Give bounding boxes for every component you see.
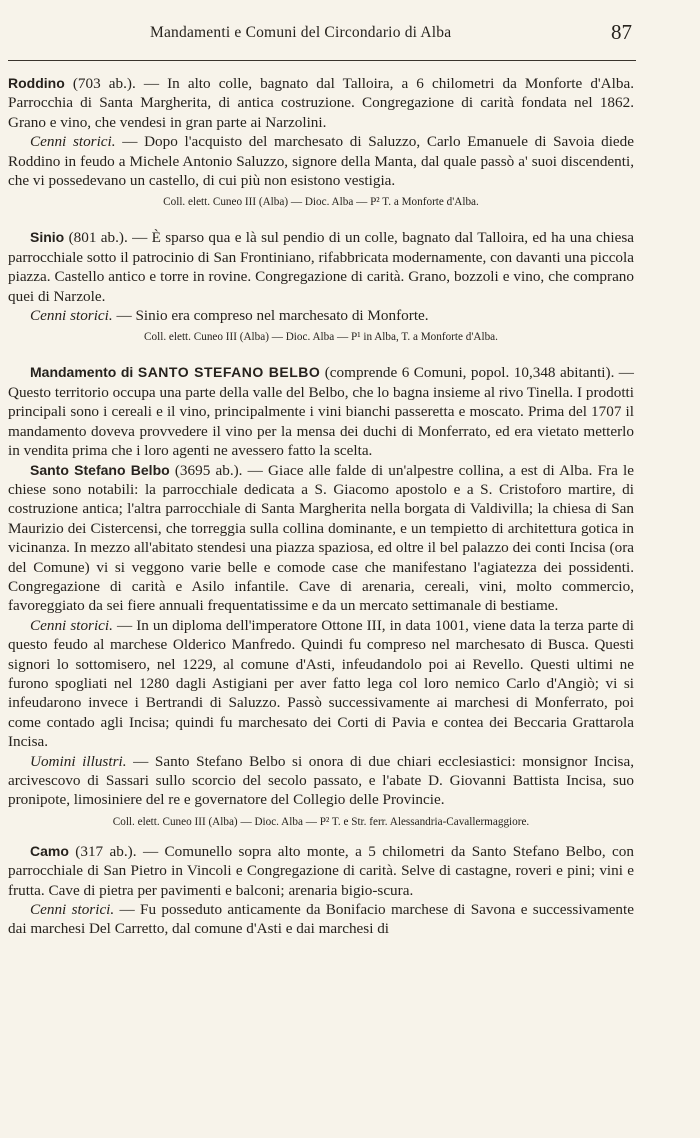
santo-stefano-history-label: Cenni storici.: [30, 616, 113, 634]
santo-stefano-illustri: [8, 752, 634, 810]
santo-stefano-description: [8, 461, 634, 616]
header-title: Mandamenti e Comuni del Circondario di Alba: [150, 24, 452, 41]
sinio-history-text: — Sinio era compreso nel marchesato di Monforte.: [112, 307, 429, 325]
santo-stefano-history: [8, 616, 634, 752]
santo-stefano-history-text: — In un diploma dell'imperatore Ottone III, in data 1001, viene data la terza parte di questo feudo al marchese Olderico Manfredo. Quindi fu compreso nel marchesato di Busca. Questi signori lo sottomisero, nel 1229, al comune d'Asti, infeudandolo poi ai Revello. Questi ultimi ne furono spogliati nel 1280 dagli Astigiani per aver fatto lega col loro nemico Carlo d'Angiò; vi si infeudarono invece i Bertrandi di Saluzzo. Passò successivamente ai marchesi di Monferrato, poi come contado agli Incisa; quindi fu marchesato dei Corti di Pavia e contea dei Beccaria Grattarola Incisa.: [8, 616, 634, 751]
mandamento-prefix: Mandamento di: [30, 364, 138, 381]
roddino-meta: Coll. elett. Cuneo III (Alba) — Dioc. Alba — P² T. a Monforte d'Alba.: [163, 196, 479, 209]
mandamento-name: SANTO STEFANO BELBO: [137, 364, 321, 381]
santo-stefano-illustri-text: — Santo Stefano Belbo si onora di due chiari ecclesiastici: monsignor Incisa, arcivescovo di Sassari sullo scorcio del secolo passato, e l'abate D. Giovanni Battista Incisa, suo pronipote, limosiniere del re e governatore del Collegio delle Provincie.: [8, 752, 635, 809]
camo-text: (317 ab.). — Comunello sopra alto monte, a 5 chilometri da Santo Stefano Belbo, con parrocchiale di San Pietro in Vincoli e Congregazione di carità. Selve di castagne, roveri e pini; vini e frutta. Cave di pietra per pavimenti e balconi; arenaria bigio-scura.: [8, 842, 634, 899]
roddino-description: [8, 74, 634, 132]
entry-roddino: [8, 74, 634, 210]
roddino-name: Roddino: [8, 75, 65, 91]
camo-name: Camo: [30, 842, 69, 859]
sinio-history-label: Cenni storici.: [30, 307, 113, 325]
entry-sinio: [8, 228, 634, 345]
sinio-meta: Coll. elett. Cuneo III (Alba) — Dioc. Alba — P¹ in Alba, T. a Monforte d'Alba.: [144, 331, 498, 344]
page-number: 87: [611, 20, 632, 44]
camo-history-label: Cenni storici.: [30, 901, 115, 919]
sinio-history: [8, 306, 634, 325]
sinio-description: [8, 228, 634, 306]
header-rule: [8, 60, 636, 61]
santo-stefano-text: (3695 ab.). — Giace alle falde di un'alpestre collina, a est di Alba. Fra le chiese sono notabili: la parrocchiale dedicata a S. Giacomo apostolo e a S. Cristoforo martire, di costruzione antica; l'altra parrocchiale di Santa Margherita nella borgata di Valdivilla; la chiesa di San Maurizio dei Cistercensi, che torreggia sulla collina dominante, e un tempietto di architettura gotica in vicinanza. In mezzo all'abitato stendesi una piazza spaziosa, ed oltre il bel palazzo dei conti Incisa (ora del Comune) vi si veggono varie belle e comode case che manifestano l'agiatezza dei possidenti. Congregazione di carità e Asilo infantile. Cave di arenaria, cereali, vini, molto commercio, favoreggiato da sei fiere annuali frequentatissime e da un mercato settimanale di bestiame.: [8, 461, 634, 615]
camo-history: [8, 900, 634, 939]
roddino-history-label: Cenni storici.: [30, 133, 116, 151]
santo-stefano-meta: Coll. elett. Cuneo III (Alba) — Dioc. Alba — P² T. e Str. ferr. Alessandria-Cavallermaggiore.: [112, 815, 530, 828]
page-body: [8, 74, 634, 957]
mandamento-description: [8, 363, 634, 460]
camo-description: [8, 842, 634, 900]
mandamento-text: (comprende 6 Comuni, popol. 10,348 abitanti). — Questo territorio occupa una parte della valle del Belbo, che lo bagna insieme al rivo Tinella. I prodotti principali sono i cereali e il vino, principalmente i vini bianchi passeretta e moscato. Prima del 1707 il mandamento doveva provvedere il vino per la mensa dei duchi di Monferrato, ed era vietato metterlo in vendita prima che i loro agenti ne avessero fatto la scelta.: [8, 364, 634, 460]
santo-stefano-name: Santo Stefano Belbo: [30, 461, 170, 478]
sinio-name: Sinio: [30, 229, 65, 246]
running-header: [0, 20, 700, 54]
sinio-text: (801 ab.). — È sparso qua e là sul pendio di un colle, bagnato dal Talloira, ed ha una chiesa parrocchiale sotto il patrocinio di San Frontiniano, rifabbricata modernamente, con davanti una piccola piazza. Castello antico e torre in rovine. Congregazione di carità. Grano, bozzoli e vino, che comprano quei di Narzole.: [8, 229, 634, 305]
entry-mandamento: [8, 363, 634, 460]
roddino-text: (703 ab.). — In alto colle, bagnato dal Talloira, a 6 chilometri da Monforte d'Alba. Parrocchia di Santa Margherita, di antica costruzione. Congregazione di carità fondata nel 1862. Grano e vino, che vendesi in gran parte ai Narzolini.: [8, 75, 634, 131]
entry-camo: [8, 842, 634, 939]
roddino-history-text: — Dopo l'acquisto del marchesato di Saluzzo, Carlo Emanuele di Savoia diede Roddino in feudo a Michele Antonio Saluzzo, signore della Manta, dal quale passò a' suoi discendenti, che vi possedevano un castello, di cui più non esistono vestigia.: [8, 133, 634, 190]
santo-stefano-illustri-label: Uomini illustri.: [30, 752, 127, 770]
roddino-history: [8, 132, 634, 190]
camo-history-text: — Fu posseduto anticamente da Bonifacio marchese di Savona e successivamente dai marchesi Del Carretto, dal comune d'Asti e dai marchesi di: [8, 901, 634, 938]
entry-santo-stefano: [8, 461, 634, 830]
